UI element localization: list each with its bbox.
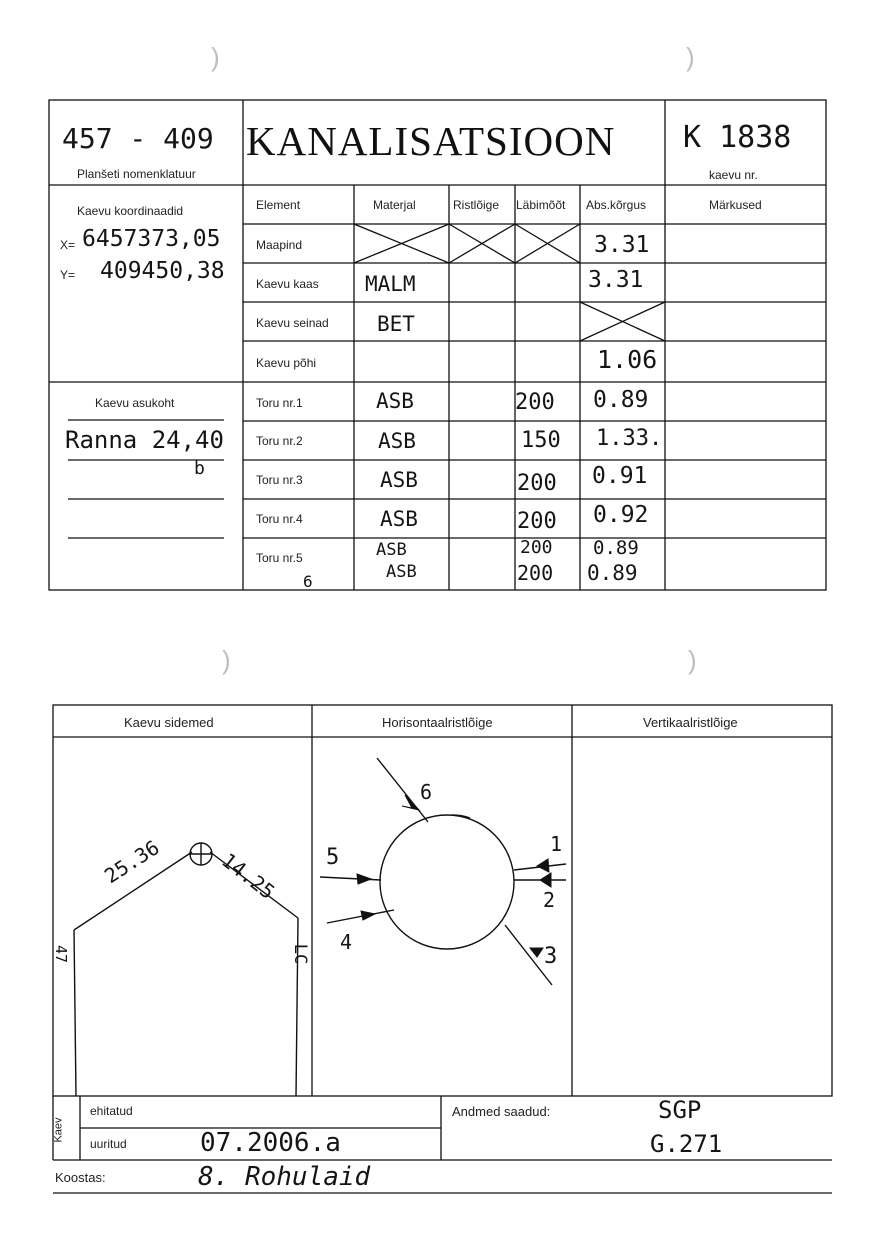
column-header-abs-height: Abs.kõrgus — [586, 198, 647, 212]
renewed-date: 07.2006.a — [200, 1128, 341, 1158]
diameter-value: 150 — [521, 428, 561, 453]
x-label: X= — [60, 238, 76, 252]
left-tie-distance: 25.36 — [100, 835, 164, 889]
compiled-by-label: Koostas: — [55, 1170, 106, 1185]
punch-hole: ) — [222, 645, 231, 675]
pipe-label-4: 4 — [340, 930, 353, 954]
compiled-by-signature: 8. Rohulaid — [198, 1162, 371, 1192]
well-number-value: K 1838 — [683, 120, 792, 155]
horizontal-section-sketch — [320, 758, 566, 985]
column-header-element: Element — [256, 198, 301, 212]
sheet-nomenclature-value: 457 - 409 — [62, 122, 214, 155]
diameter-value: 200 — [520, 537, 553, 558]
coords-label: Kaevu koordinaadid — [77, 204, 184, 218]
abs-height-value: 1.33. — [596, 426, 663, 451]
pipe-label-2: 2 — [543, 888, 556, 912]
location-extra-mark: b — [194, 458, 205, 479]
x-coordinate-value: 6457373,05 — [82, 226, 221, 252]
pipe-label-5: 5 — [326, 845, 340, 870]
page-title: KANALISATSIOON — [246, 118, 616, 164]
sheet-nomenclature-label: Planšeti nomenklatuur — [77, 167, 196, 181]
row-label: Kaevu seinad — [256, 316, 329, 330]
row-label: Toru nr.3 — [256, 473, 303, 487]
data-obtained-label: Andmed saadud: — [452, 1104, 551, 1119]
row-label: Toru nr.5 — [256, 551, 303, 565]
row6-number: 6 — [303, 572, 313, 591]
pipe-label-1: 1 — [550, 832, 563, 856]
column-header-remarks: Märkused — [709, 198, 762, 212]
location-label: Kaevu asukoht — [95, 396, 175, 410]
pipe-label-6: 6 — [420, 780, 433, 804]
y-coordinate-value: 409450,38 — [100, 258, 225, 284]
y-label: Y= — [60, 268, 76, 282]
material-value: MALM — [365, 272, 416, 296]
left-tie-code: 47 — [52, 944, 71, 964]
row-label: Toru nr.2 — [256, 434, 303, 448]
material-value: ASB — [386, 562, 417, 582]
diameter-value: 200 — [517, 561, 554, 585]
built-label: ehitatud — [90, 1104, 133, 1118]
row-label: Kaevu põhi — [256, 356, 317, 370]
diameter-value: 200 — [517, 509, 557, 534]
abs-height-value: 0.91 — [592, 463, 648, 489]
material-value: ASB — [378, 429, 416, 453]
row-label: Toru nr.1 — [256, 396, 303, 410]
abs-height-value: 0.92 — [593, 502, 649, 528]
abs-height-value: 0.89 — [593, 387, 649, 413]
row-label: Kaevu kaas — [256, 277, 319, 291]
abs-height-value: 0.89 — [593, 537, 639, 559]
vertical-section-header: Vertikaalristlõige — [643, 715, 738, 730]
horizontal-section-header: Horisontaalristlõige — [382, 715, 493, 730]
diameter-value: 200 — [517, 471, 557, 496]
punch-hole: ) — [686, 42, 695, 72]
material-value: ASB — [376, 389, 414, 413]
material-value: ASB — [376, 540, 407, 560]
abs-height-value: 3.31 — [594, 232, 650, 258]
right-tie-distance: 14.25 — [217, 848, 280, 904]
column-header-cross-section: Ristlõige — [453, 198, 500, 212]
material-value: BET — [377, 312, 415, 336]
kaev-label: Kaev — [52, 1117, 65, 1143]
row-label: Maapind — [256, 238, 303, 252]
abs-height-value: 0.89 — [587, 561, 638, 585]
pipe-arrows — [357, 795, 551, 957]
column-header-diameter: Läbimõõt — [516, 198, 566, 212]
data-source-ref: G.271 — [650, 1130, 723, 1158]
column-header-material: Materjal — [373, 198, 416, 212]
material-value: ASB — [380, 507, 418, 531]
renewed-label: uuritud — [90, 1137, 127, 1151]
row-label: Toru nr.4 — [256, 512, 303, 526]
well-number-label: kaevu nr. — [709, 168, 758, 182]
punch-hole: ) — [688, 645, 697, 675]
ties-header: Kaevu sidemed — [124, 715, 214, 730]
data-source-value: SGP — [658, 1096, 702, 1124]
material-value: ASB — [380, 468, 418, 492]
location-value: Ranna 24,40 — [65, 426, 224, 454]
abs-height-value: 1.06 — [597, 345, 658, 374]
abs-height-value: 3.31 — [588, 267, 644, 293]
diameter-value: 200 — [515, 390, 555, 415]
punch-hole: ) — [211, 42, 220, 72]
pipe-label-3: 3 — [544, 944, 558, 969]
right-tie-code: LC — [290, 943, 311, 965]
